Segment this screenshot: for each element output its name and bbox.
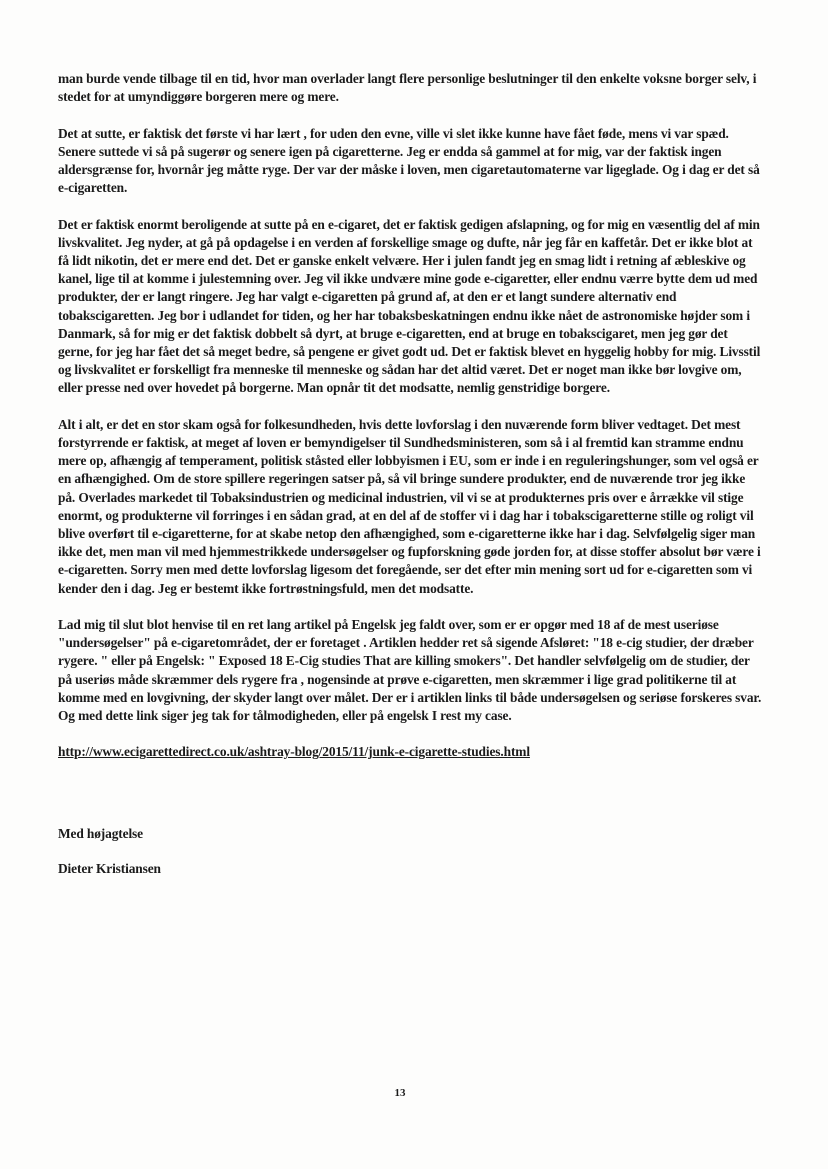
paragraph-4: Alt i alt, er det en stor skam også for folkesundheden, hvis dette lovforslag i den nuværende form bliver vedtaget. Det mest forstyrrende er faktisk, at meget af loven er bemyndigelser til Sundhedsministeren, som så i al fremtid kan stramme endnu mere op, afhængig af temperament, politisk ståsted eller lobbyismen i EU, som er inde i en reguleringshunger, som vel også er en afhængighed. Om de store spillere regeringen satser på, så vil bringe sundere produkter, end de nuværende tror jeg ikke på. Overlades markedet til Tobaksindustrien og medicinal industrien, vil vi se at produkternes pris over e årrække vil stige enormt, og produkterne vil forringes i en sådan grad, at en del af de stoffer vi i dag har i tobakscigaretterne stille og roligt vil blive overført til e-cigaretterne, for at skabe netop den afhængighed, som e-cigaretterne ikke har i dag. Selvfølgelig siger man ikke det, men man vil med hjemmestrikkede undersøgelser og fupforskning gøde jorden for, at disse stoffer absolut bør være i e-cigaretten. Sorry men med dette lovforslag ligesom det foregående, ser det efter min mening sort ud for e-cigaretten som vi kender den i dag. Jeg er bestemt ikke fortrøstningsfuld, men det modsatte. xyxy=(58,416,761,596)
closing-salutation: Med højagtelse xyxy=(58,825,143,841)
paragraph-5: Lad mig til slut blot henvise til en ret lang artikel på Engelsk jeg faldt over, som er er opgør med 18 af de mest useriøse "undersøgelser" på e-cigaretområdet, der er foretaget . Artiklen hedder ret så sigende Afsløret: "18 e-cig studier, der dræber rygere. " eller på Engelsk: " Exposed 18 E-Cig studies That are killing smokers". Det handler selvfølgelig om de studier, der på useriøs måde skræmmer dels rygere fra , nogensinde at prøve e-cigaretten, men skræmmer i lige grad politikerne til at komme med en lovgivning, der skyder langt over målet. Der er i artiklen links til både undersøgelsen og seriøse forskeres svar. Og med dette link siger jeg tak for tålmodigheden, eller på engelsk I rest my case. xyxy=(58,617,762,724)
signature-name: Dieter Kristiansen xyxy=(58,860,161,876)
paragraph-2: Det at sutte, er faktisk det første vi har lært , for uden den evne, ville vi slet ikke kunne have fået føde, mens vi var spæd. Senere suttede vi så på sugerør og senere igen på cigaretterne. Jeg er endda så gammel at for mig, var der faktisk ingen aldersgrænse for, hvornår jeg måtte ryge. Der var der måske i loven, men cigaretautomaterne var ligeglade. Og i dag er det så e-cigaretten. xyxy=(58,125,760,196)
paragraph-1: man burde vende tilbage til en tid, hvor man overlader langt flere personlige beslutninger til den enkelte voksne borger selv, i stedet for at umyndiggøre borgeren mere og mere. xyxy=(58,71,757,105)
letter-body xyxy=(58,70,762,895)
paragraph-3: Det er faktisk enormt beroligende at sutte på en e-cigaret, det er faktisk gedigen afslapning, og for mig en væsentlig del af min livskvalitet. Jeg nyder, at gå på opdagelse i en verden af forskellige smage og dufte, når jeg får en kaffetår. Det er ikke blot at få lidt nikotin, det er mere end det. Det er ganske enkelt velvære. Her i julen fandt jeg en smag lidt i retning af æbleskive og kanel, lige til at komme i julestemning over. Jeg vil ikke undvære mine gode e-cigaretter, eller endnu værre bytte dem ud med produkter, der er langt ringere. Jeg har valgt e-cigaretten på grund af, at den er et langt sundere alternativ end tobakscigaretten. Jeg bor i udlandet for tiden, og her har tobaksbeskatningen endnu ikke nået de astronomiske højder som i Danmark, så for mig er det faktisk dobbelt så dyrt, at bruge e-cigaretten, end at bruge en tobakscigaret, men jeg gør det gerne, for jeg har fået det så meget bedre, så pengene er givet godt ud. Det er faktisk blevet en hyggelig hobby for mig. Livsstil og livskvalitet er forskelligt fra menneske til menneske og sådan har det altid været. Det er noget man ikke bør lovgive om, eller presse ned over hovedet på borgerne. Man opnår tit det modsatte, nemlig genstridige borgere. xyxy=(58,216,761,396)
article-link[interactable]: http://www.ecigarettedirect.co.uk/ashtray-blog/2015/11/junk-e-cigarette-studies.html xyxy=(58,744,530,760)
page-number: 13 xyxy=(394,1087,406,1099)
